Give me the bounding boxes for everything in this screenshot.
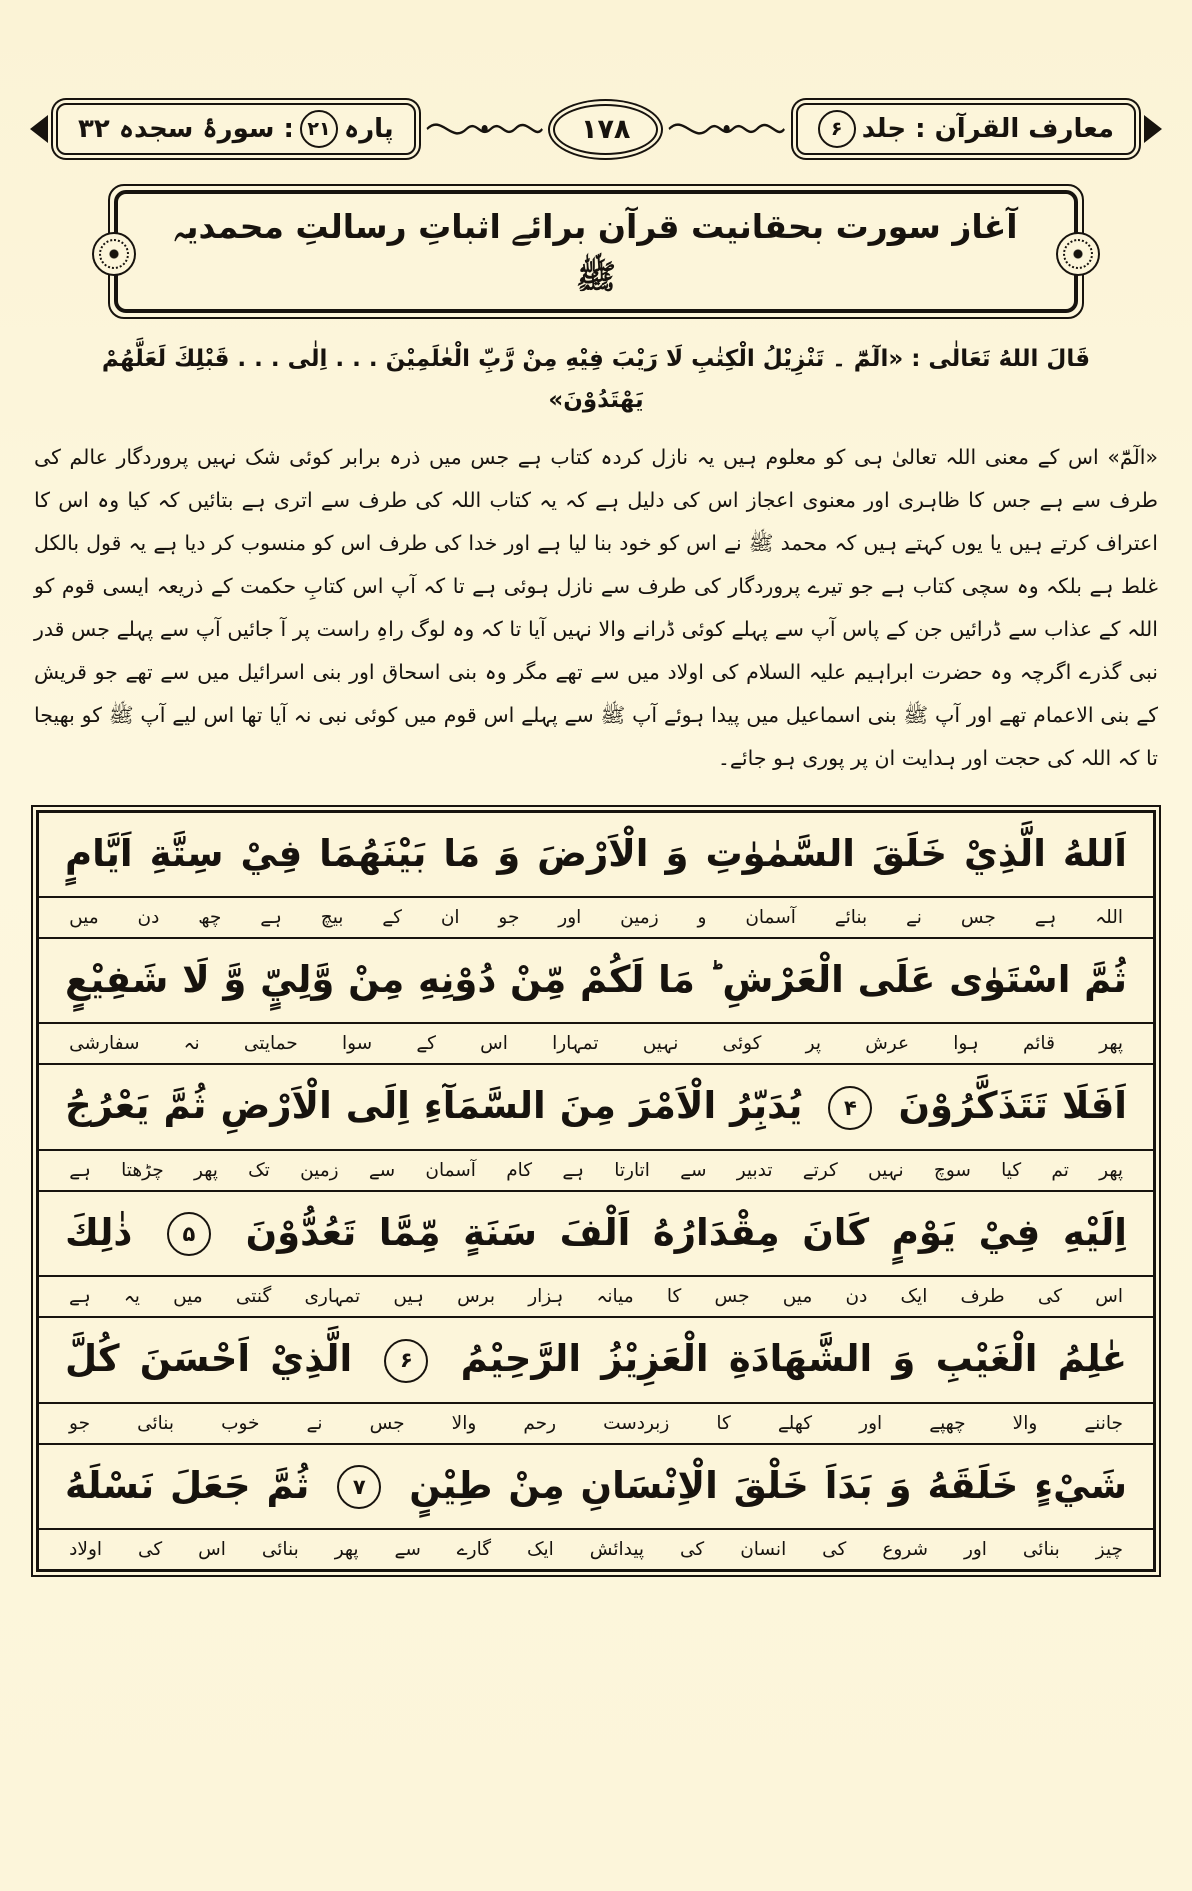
para-label: پارہ bbox=[343, 114, 394, 144]
translation-word: نہ bbox=[183, 1033, 200, 1055]
translation-word: جو bbox=[69, 1412, 91, 1434]
translation-word: تمہارا bbox=[552, 1033, 599, 1055]
translation-word: بنائی bbox=[261, 1538, 299, 1560]
verse-translation-row bbox=[39, 1530, 1153, 1569]
translation-word: آسمان bbox=[425, 1159, 476, 1181]
translation-word: خوب bbox=[221, 1412, 260, 1434]
translation-word: بنائی bbox=[137, 1412, 175, 1434]
para-number-badge: ۲۱ bbox=[300, 110, 338, 148]
translation-word: بیچ bbox=[320, 907, 344, 929]
verse-translation-row bbox=[39, 1277, 1153, 1318]
translation-word: کی bbox=[1037, 1286, 1063, 1308]
translation-word: میں bbox=[69, 907, 99, 929]
flower-medallion-icon bbox=[1056, 232, 1100, 276]
translation-word: اور bbox=[859, 1412, 883, 1434]
translation-word: گارے bbox=[456, 1538, 492, 1560]
translation-word: کی bbox=[680, 1538, 705, 1560]
verse-arabic-row: ثُمَّ اسْتَوٰى عَلَى الْعَرْشِ ؕ مَا لَكُمْ مِّنْ دُوْنِهِ مِنْ وَّلِيٍّ وَّ لَا شَفِيْعٍ bbox=[39, 939, 1153, 1024]
translation-word: چیز bbox=[1095, 1538, 1123, 1560]
translation-word: جس bbox=[369, 1412, 405, 1434]
translation-word: ہے bbox=[69, 1286, 91, 1308]
page-number: ۱۷۸ bbox=[553, 104, 658, 155]
section-title-box bbox=[108, 184, 1084, 319]
translation-word: والا bbox=[1012, 1412, 1038, 1434]
header-para-surah bbox=[56, 103, 416, 155]
translation-word: سے bbox=[680, 1159, 707, 1181]
translation-word: تدبیر bbox=[736, 1159, 773, 1181]
verse-arabic-row: اِلَيْهِ فِيْ يَوْمٍ كَانَ مِقْدَارُهُ اَلْفَ سَنَةٍ مِّمَّا تَعُدُّوْنَ ۵ ذٰلِكَ bbox=[39, 1192, 1153, 1277]
header-end-ornament-left bbox=[30, 115, 48, 143]
translation-word: کرتے bbox=[802, 1159, 838, 1181]
verse-arabic-row: شَيْءٍ خَلَقَهُ وَ بَدَاَ خَلْقَ الْاِنْسَانِ مِنْ طِيْنٍ ۷ ثُمَّ جَعَلَ نَسْلَهُ bbox=[39, 1445, 1153, 1530]
translation-word: ایک bbox=[900, 1286, 928, 1308]
translation-word: اور bbox=[963, 1538, 987, 1560]
translation-word: کی bbox=[137, 1538, 163, 1560]
translation-word: سفارشی bbox=[69, 1033, 140, 1055]
translation-word: اولاد bbox=[69, 1538, 103, 1560]
verse-translation-row bbox=[39, 1404, 1153, 1445]
translation-word: زبردست bbox=[603, 1412, 670, 1434]
translation-word: پھر bbox=[334, 1538, 359, 1560]
translation-word: دن bbox=[845, 1286, 868, 1308]
translation-word: ہے bbox=[260, 907, 282, 929]
translation-word: یہ bbox=[123, 1286, 140, 1308]
translation-word: سے bbox=[368, 1159, 396, 1181]
verse-translation-row bbox=[39, 1024, 1153, 1065]
ayah-number-badge: ۷ bbox=[337, 1465, 381, 1509]
translation-word: تمہاری bbox=[304, 1286, 361, 1308]
translation-word: نہیں bbox=[642, 1033, 679, 1055]
translation-word: برس bbox=[457, 1286, 496, 1308]
verse-table bbox=[36, 810, 1156, 1572]
translation-word: آسمان bbox=[745, 907, 796, 929]
translation-word: ہے bbox=[69, 1159, 91, 1181]
translation-word: کی bbox=[822, 1538, 847, 1560]
translation-word: کا bbox=[666, 1286, 682, 1308]
translation-word: اللہ bbox=[1095, 907, 1123, 929]
translation-word: اس bbox=[198, 1538, 226, 1560]
translation-word: جو bbox=[498, 907, 520, 929]
volume-number-badge: ۶ bbox=[818, 110, 856, 148]
translation-word: و bbox=[697, 907, 707, 929]
translation-word: بنائی bbox=[1022, 1538, 1060, 1560]
translation-word: سوچ bbox=[933, 1159, 971, 1181]
translation-word: ایک bbox=[526, 1538, 554, 1560]
translation-word: تم bbox=[1051, 1159, 1069, 1181]
translation-word: شروع bbox=[882, 1538, 928, 1560]
ayah-number-badge: ۵ bbox=[167, 1212, 211, 1256]
translation-word: حمایتی bbox=[243, 1033, 298, 1055]
surah-label: : سورۂ سجدہ ۳۲ bbox=[78, 114, 294, 144]
translation-word: تک bbox=[248, 1159, 270, 1181]
translation-word: پیدائش bbox=[589, 1538, 645, 1560]
translation-word: میں bbox=[782, 1286, 813, 1308]
translation-word: زمین bbox=[620, 907, 659, 929]
ayah-number-badge: ۴ bbox=[828, 1086, 872, 1130]
translation-word: اور bbox=[558, 907, 582, 929]
translation-word: ہے bbox=[562, 1159, 585, 1181]
header-work-title bbox=[796, 103, 1136, 155]
translation-word: دن bbox=[137, 907, 160, 929]
translation-word: جس bbox=[960, 907, 996, 929]
translation-word: عرش bbox=[865, 1033, 910, 1055]
translation-word: ہوا bbox=[953, 1033, 979, 1055]
quran-quote-line: قَالَ اللهُ تَعَالٰی : «الٓمّٓ ۔ تَنْزِيْلُ الْكِتٰبِ لَا رَيْبَ فِيْهِ مِنْ رَّبِّ الْعٰلَمِيْنَ . . . اِلٰی . . . قَبْلِكَ لَعَلَّهُمْ يَهْتَدُوْنَ» bbox=[101, 346, 1091, 414]
translation-word: زمین bbox=[300, 1159, 339, 1181]
translation-word: کوئی bbox=[722, 1033, 762, 1055]
verse-translation-row bbox=[39, 898, 1153, 939]
translation-word: بنائے bbox=[834, 907, 868, 929]
translation-word: نے bbox=[306, 1412, 323, 1434]
translation-word: کے bbox=[416, 1033, 436, 1055]
translation-word: والا bbox=[451, 1412, 477, 1434]
translation-word: رحم bbox=[523, 1412, 557, 1434]
translation-word: پھر bbox=[193, 1159, 218, 1181]
header-vine-ornament bbox=[666, 114, 787, 144]
translation-word: قائم bbox=[1022, 1033, 1055, 1055]
translation-word: میانہ bbox=[596, 1286, 634, 1308]
verse-arabic-row: عٰلِمُ الْغَيْبِ وَ الشَّهَادَةِ الْعَزِيْزُ الرَّحِيْمُ ۶ الَّذِيْ اَحْسَنَ كُلَّ bbox=[39, 1318, 1153, 1403]
translation-word: اس bbox=[480, 1033, 508, 1055]
translation-word: اتارتا bbox=[614, 1159, 650, 1181]
translation-word: سے bbox=[394, 1538, 421, 1560]
translation-word: انسان bbox=[740, 1538, 787, 1560]
translation-word: پر bbox=[805, 1033, 822, 1055]
translation-word: کھلے bbox=[777, 1412, 813, 1434]
translation-word: جاننے bbox=[1084, 1412, 1123, 1434]
translation-word: اس bbox=[1095, 1286, 1123, 1308]
translation-word: کے bbox=[382, 907, 402, 929]
translation-word: چھ bbox=[198, 907, 222, 929]
ayah-number-badge: ۶ bbox=[384, 1339, 428, 1383]
translation-word: ہیں bbox=[393, 1286, 424, 1308]
translation-word: چڑھتا bbox=[121, 1159, 164, 1181]
translation-word: پھر bbox=[1099, 1159, 1123, 1181]
header-vine-ornament bbox=[424, 114, 545, 144]
verse-translation-row bbox=[39, 1151, 1153, 1192]
translation-word: ان bbox=[440, 907, 460, 929]
tafsir-paragraph: «الٓمّٓ» اس کے معنی اللہ تعالیٰ ہی کو معلوم ہیں یہ نازل کردہ کتاب ہے جس میں ذرہ برابر کوئی شک نہیں پروردگار عالم کی طرف سے ہے جس کا ظاہری اور معنوی اعجاز اس کی دلیل ہے کہ یہ کتاب اللہ کی طرف سے اتری ہے بتائیں کہ کیا وہ اس کا اعتراف کرتے ہیں یا یوں کہتے ہیں کہ محمد ﷺ نے اس کو خود بنا لیا ہے اور خدا کی طرف اس کو منسوب کر دیا ہے یہ قول بالکل غلط ہے بلکہ وہ سچی کتاب ہے جو تیرے پروردگار کی طرف سے نازل ہوئی ہے تا کہ آپ اس کتابِ حکمت کے ذریعہ ایسی قوم کو اللہ کے عذاب سے ڈرائیں جن کے پاس آپ سے پہلے کوئی ڈرانے والا نہیں آیا تا کہ وہ لوگ راہِ راست پر آ جائیں آپ سے پہلے جس قدر نبی گذرے اگرچہ وہ حضرت ابراہیم علیہ السلام کی اولاد میں سے تھے مگر وہ بنی اسحاق اور بنی اسرائیل میں سے تھے جو قریش کے بنی الاعمام تھے اور آپ ﷺ بنی اسماعیل میں پیدا ہوئے آپ ﷺ سے پہلے اس قوم میں کوئی نبی نہ آیا تھا اس لیے آپ ﷺ کو بھیجا تا کہ اللہ کی حجت اور ہدایت ان پر پوری ہو جائے۔ bbox=[34, 444, 1158, 770]
translation-word: میں bbox=[173, 1286, 203, 1308]
translation-word: پھر bbox=[1099, 1033, 1123, 1055]
translation-word: نہیں bbox=[868, 1159, 904, 1181]
translation-word: سوا bbox=[341, 1033, 373, 1055]
translation-word: کا bbox=[716, 1412, 731, 1434]
translation-word: ہے bbox=[1034, 907, 1057, 929]
verse-arabic-row: اَللهُ الَّذِيْ خَلَقَ السَّمٰوٰتِ وَ الْاَرْضَ وَ مَا بَيْنَهُمَا فِيْ سِتَّةِ اَيَّامٍ bbox=[39, 813, 1153, 898]
translation-word: گنتی bbox=[235, 1286, 272, 1308]
page-header bbox=[30, 96, 1162, 162]
translation-word: چھپے bbox=[929, 1412, 966, 1434]
translation-word: جس bbox=[714, 1286, 750, 1308]
translation-word: کیا bbox=[1001, 1159, 1022, 1181]
translation-word: کام bbox=[506, 1159, 533, 1181]
translation-word: ہزار bbox=[528, 1286, 564, 1308]
translation-word: نے bbox=[905, 907, 922, 929]
translation-word: طرف bbox=[960, 1286, 1005, 1308]
header-end-ornament-right bbox=[1144, 115, 1162, 143]
section-title: آغاز سورت بحقانیت قرآن برائے اثباتِ رسالتِ محمدیہ ﷺ bbox=[114, 190, 1078, 313]
flower-medallion-icon bbox=[92, 232, 136, 276]
verse-arabic-row: اَفَلَا تَتَذَكَّرُوْنَ ۴ يُدَبِّرُ الْاَمْرَ مِنَ السَّمَآءِ اِلَى الْاَرْضِ ثُمَّ يَعْرُجُ bbox=[39, 1065, 1153, 1150]
work-title-label: معارف القرآن : جلد bbox=[861, 114, 1114, 144]
